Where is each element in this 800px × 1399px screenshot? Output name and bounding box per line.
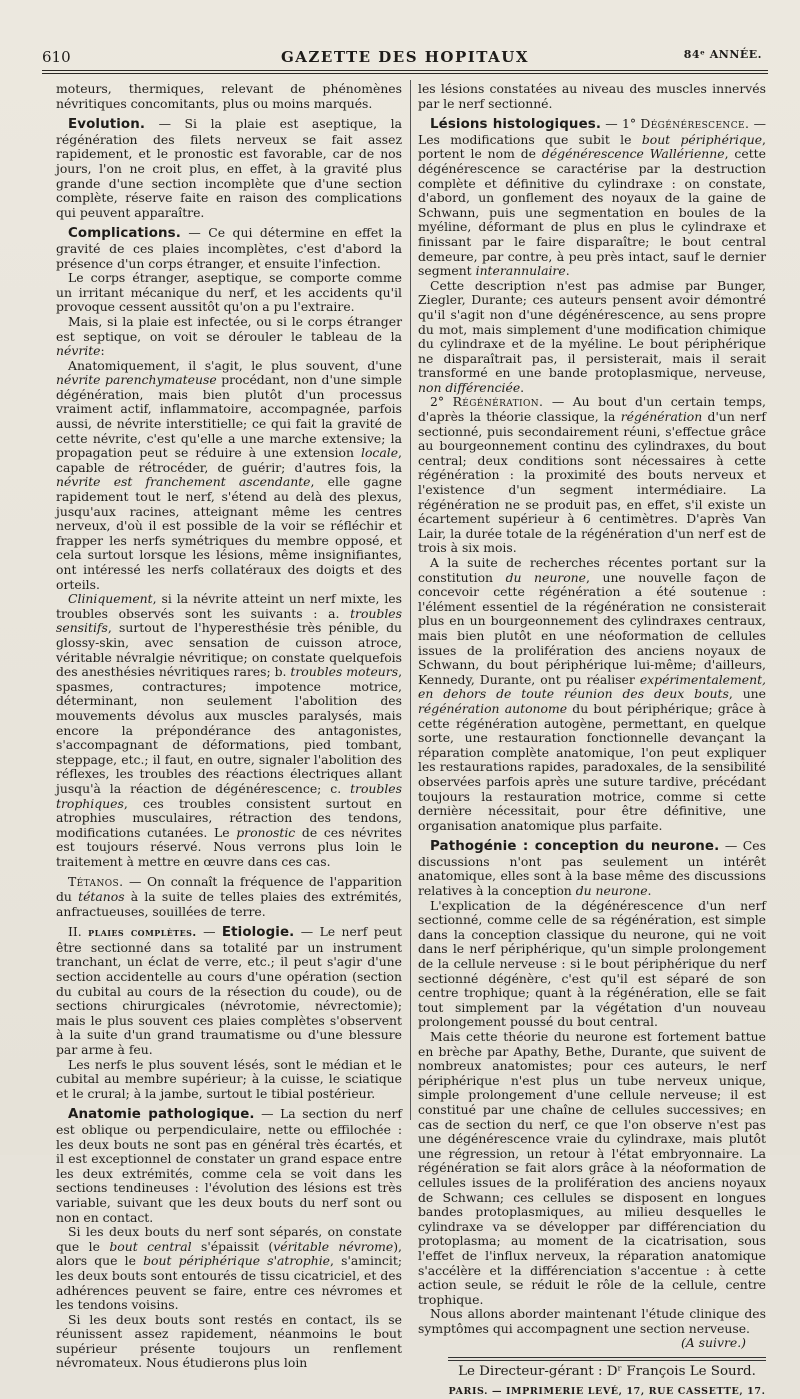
- paragraph-theorie: Mais cette théorie du neurone est fortement battue en brèche par Apathy, Bethe, Durante, que suivent de nombreux anatomistes; pour ces auteurs, le nerf périphérique n'est plus un tube nerveux unique, simple prolongement d'une cellule nerveuse; il est constitué par une chaîne de cellules successives; en cas de section du nerf, ce que l'on observe n'est pas une dégénérescence vraie du cylindraxe, mais plutôt une régression, un retour à l'état embryonnaire. La régénération se fait alors grâce à la néoformation de cellules issues de la prolifération des anciens noyaux de Schwann; ces cellules se disposent en longues bandes protoplasmiques, au milieu desquelles le cylindraxe va se développer par différenciation du protoplasma; au moment de la cicatrisation, sous l'effet de l'influx nerveux, la réparation anatomique s'accélère et la différenciation s'accentue : à cette action seule, se réduit le rôle de la cellule, centre trophique.: [418, 1029, 766, 1307]
- page-number: 610: [42, 48, 71, 66]
- paragraph-corps-etranger: Le corps étranger, aseptique, se comporte comme un irritant mécanique du nerf, et les accidents qu'il provoque cessent aussitôt qu'on a pu l'extraire.: [56, 270, 402, 315]
- paragraph-etude-clinique: Nous allons aborder maintenant l'étude clinique des symptômes qui accompagnent une section nerveuse.: [418, 1306, 766, 1336]
- heading-degenerescence: Dégénérescence.: [640, 116, 750, 132]
- paragraph-deux-bouts-separes: Si les deux bouts du nerf sont séparés, on constate que le bout central s'épaissit (véritable névrome), alors que le bout périphérique s'atrophie, s'amincit; les deux bouts sont entourés de tissu cicatriciel, et des adhérences peuvent se faire, entre ces névromes et les tendons voisins.: [56, 1224, 402, 1313]
- footer-rule: [448, 1357, 766, 1358]
- paragraph-deux-bouts-contact: Si les deux bouts sont restés en contact, ils se réunissent assez rapidement, néanmoins le bout supérieur présente toujours un renflement névromateux. Nous étudierons plus loin: [56, 1311, 402, 1371]
- heading-pathogenie: Pathogénie : conception du neurone.: [430, 839, 720, 855]
- section-complications: Complications. — Ce qui détermine en effet la gravité de ces plaies incomplètes, c'est d'abord la présence d'un corps étranger, et ensuite l'infection.: [56, 225, 402, 271]
- director-line: Le Directeur-gérant : Dʳ François Le Sourd.: [458, 1364, 756, 1380]
- section-pathogenie: Pathogénie : conception du neurone. — Ces discussions n'ont pas seulement un intérêt anatomique, elles sont à la base même des discussions relatives à la conception du neurone.: [418, 838, 766, 899]
- section-regeneration: 2° Régénération. — Au bout d'un certain temps, d'après la théorie classique, la régénération d'un nerf sectionné, puis secondairement réuni, s'effectue grâce au bourgeonnement continu des cylindraxes, du bout central; deux conditions sont nécessaires à cette régénération : la proximité des bouts nerveux et l'existence d'un segment intermédiaire. La régénération ne se produit pas, en effet, s'il existe un écartement supérieur à 6 centimètres. D'après Van Lair, la durée totale de la régénération d'un nerf est de trois à six mois.: [418, 394, 766, 556]
- year-label: 84ᵉ ANNÉE.: [683, 48, 762, 61]
- heading-anatomie-pathologique: Anatomie pathologique.: [68, 1107, 255, 1123]
- right-column: [418, 82, 766, 1399]
- footer-rule-thick: [448, 1360, 766, 1361]
- heading-plaies-completes: plaies complètes.: [88, 925, 197, 940]
- page-header: [42, 44, 768, 70]
- to-be-continued: (A suivre.): [680, 1335, 746, 1351]
- section-evolution: Evolution. — Si la plaie est aseptique, la régénération des filets nerveux se fait assez rapidement, et le pronostic est favorable, car de nos jours, l'on ne croit plus, en effet, à la gravité plus grande d'une section incomplète que d'une section complète, réserve faite en raison des complications qui peuvent apparaître.: [56, 116, 402, 220]
- paragraph-intro: moteurs, thermiques, relevant de phénomènes névritiques concomitants, plus ou moins marqués.: [56, 81, 402, 111]
- left-column: [56, 82, 402, 1371]
- section-anatomie-pathologique: Anatomie pathologique. — La section du nerf est oblique ou perpendiculaire, nette ou effilochée : les deux bouts ne sont pas en général très écartés, et il est exceptionnel de constater un grand espace entre les deux extrémités, comme cela se voit dans les sections tendineuses : l'évolution des lésions est très variable, suivant que les deux bouts du nerf sont ou non en contact.: [56, 1106, 403, 1225]
- paragraph-description: Cette description n'est pas admise par Bunger, Ziegler, Durante; ces auteurs pensent avoir démontré qu'il s'agit non d'une dégénérescence, au sens propre du mot, mais simplement d'une modification chimique du cylindraxe et de la myéline. Le bout périphérique ne disparaîtrait pas, il persisterait, mais il serait transformé en une bande protoplasmique, nerveuse, non différenciée.: [418, 277, 766, 395]
- heading-lesions-histologiques: Lésions histologiques.: [430, 117, 602, 133]
- paragraph-recherches-recentes: A la suite de recherches récentes portant sur la constitution du neurone, une nouvelle façon de concevoir cette régénération a été soutenue : l'élément essentiel de la régénération ne consisterait plus en un bourgeonnement des cylindraxes centraux, mais bien plutôt en une néoformation de cellules issues de la prolifération des anciens noyaux de Schwann, du bout périphérique lui-même; d'ailleurs, Kennedy, Durante, ont pu réaliser expérimentalement, en dehors de toute réunion des deux bouts, une régénération autonome du bout périphérique; grâce à cette régénération autogène, permettant, en quelque sorte, une restauration fonctionnelle devançant la réparation complète anatomique, l'on peut expliquer les restaurations rapides, paradoxales, de la sensibilité observées parfois après une suture tardive, précédant toujours la restauration motrice, comme si cette dernière nécessitait, pour être définitive, une organisation anatomique plus parfaite.: [418, 555, 767, 833]
- paragraph-nerfs-leses: Les nerfs le plus souvent lésés, sont le médian et le cubital au membre supérieur; à la cuisse, le sciatique et le crural; à la jambe, surtout le tibial postérieur.: [56, 1056, 402, 1101]
- section-plaies-completes: II. plaies complètes. — Etiologie. — Le nerf peut être sectionné dans sa totalité par un instrument tranchant, un éclat de verre, etc.; il peut s'agir d'une section accidentelle au cours d'une opération (section du cubital au cours de la résection du coude), ou de sections chirurgicales (névrotomie, névrectomie); mais le plus souvent ces plaies complètes s'observent à la suite d'un grand traumatisme ou d'une blessure par arme à feu.: [56, 924, 402, 1057]
- heading-regeneration: Régénération.: [452, 394, 544, 410]
- paragraph-cliniquement: Cliniquement, si la névrite atteint un nerf mixte, les troubles observés sont les suivants : a. troubles sensitifs, surtout de l'hyperesthésie très pénible, du glossy-skin, avec sensation de cuisson atroce, véritable névralgie névritique; on constate quelquefois des anesthésies névritiques rares; b. troubles moteurs, spasmes, contractures; impotence motrice, déterminant, non seulement l'abolition des mouvements dévolus aux muscles paralysés, mais encore la prépondérance des antagonistes, s'accompagnant de déformations, pied tombant, steppage, etc.; il faut, en outre, signaler l'abolition des réflexes, les troubles des réactions électriques allant jusqu'à la réaction de dégénérescence; c. troubles trophiques, ces troubles consistent surtout en atrophies musculaires, rétraction des tendons, modifications cutanées. Le pronostic de ces névrites est toujours réservé. Nous verrons plus loin le traitement à mettre en œuvre dans ces cas.: [56, 591, 403, 869]
- journal-title: GAZETTE DES HOPITAUX: [280, 48, 529, 66]
- heading-evolution: Evolution.: [68, 117, 146, 133]
- section-tetanos: Tétanos. — On connaît la fréquence de l'apparition du tétanos à la suite de telles plaies des extrémités, anfractueuses, souillées de terre.: [56, 874, 402, 919]
- paragraph-explication: L'explication de la dégénérescence d'un nerf sectionné, comme celle de sa régénération, est simple dans la conception classique du neurone, qui ne voit dans le nerf périphérique, qu'un simple prolongement de la cellule nerveuse : si le bout périphérique du nerf sectionné dégénère, c'est qu'il est séparé de son centre trophique; quant à la régénération, elle se fait tout simplement par la végétation d'un nouveau prolongement poussé du bout central.: [418, 897, 766, 1030]
- paragraph-continuation: les lésions constatées au niveau des muscles innervés par le nerf sectionné.: [418, 81, 766, 111]
- heading-complications: Complications.: [68, 226, 181, 242]
- header-rule: [42, 70, 768, 71]
- printer-line: PARIS. — IMPRIMERIE LEVÉ, 17, RUE CASSETTE, 17.: [448, 1385, 766, 1397]
- heading-tetanos: Tétanos.: [68, 874, 124, 890]
- paragraph-plaie-infectee: Mais, si la plaie est infectée, ou si le corps étranger est septique, on voit se dérouler le tableau de la névrite:: [56, 313, 402, 359]
- header-rule-thin: [42, 73, 768, 74]
- section-lesions-histologiques: Lésions histologiques. — 1° Dégénérescence. — Les modifications que subit le bout périphérique, portent le nom de dégénérescence Wallérienne, cette dégénérescence se caractérise par la destruction complète et définitive du cylindraxe : on constate, d'abord, un gonflement des noyaux de la gaine de Schwann, puis une segmentation en boules de la myéline, déformant de plus en plus le cylindraxe et finissant par le faire disparaître; le bout central demeure, par contre, à peu près intact, sauf le dernier segment interannulaire.: [418, 116, 766, 279]
- heading-etiologie: Etiologie.: [221, 925, 295, 941]
- paragraph-anatomiquement: Anatomiquement, il s'agit, le plus souvent, d'une névrite parenchymateuse procédant, non d'une simple dégénération, mais bien plutôt d'un processus vraiment actif, inflammatoire, accompagnée, parfois aussi, de névrite interstitielle; ce qui fait la gravité de cette névrite, c'est qu'elle a une marche extensive; la propagation peut se réduire à une extension locale, capable de rétrocéder, de guérir; d'autres fois, la névrite est franchement ascendante, elle gagne rapidement tout le nerf, s'étend au delà des plexus, jusqu'aux racines, atteignant même les centres nerveux, d'où il est possible de la voir se réfléchir et frapper les nerfs symétriques du membre opposé, et cela surtout lorsque les lésions, même insignifiantes, ont intéressé les nerfs collatéraux des doigts et des orteils.: [56, 357, 402, 592]
- column-divider: [410, 80, 411, 1120]
